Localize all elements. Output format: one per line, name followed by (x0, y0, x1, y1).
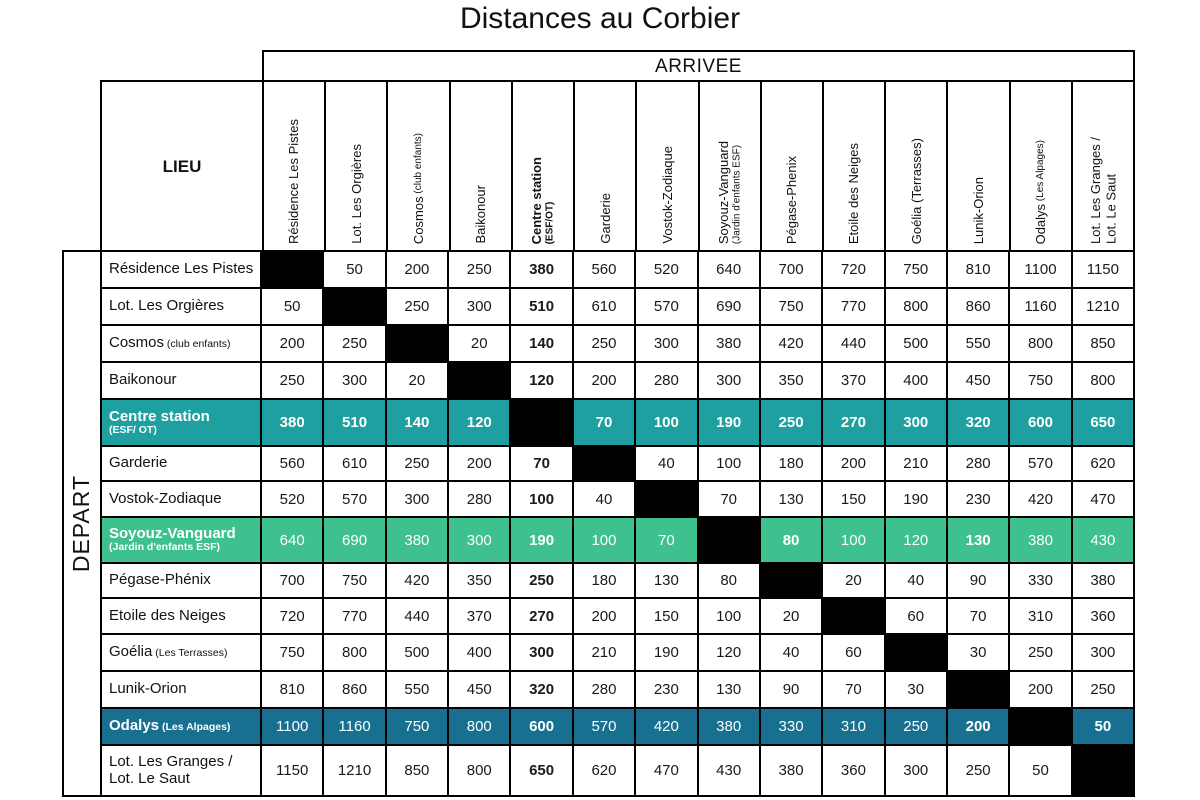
diagonal-cell (511, 400, 573, 447)
distance-cell: 470 (636, 746, 698, 795)
distance-cell: 70 (699, 482, 761, 518)
table-row (102, 326, 1133, 363)
distance-cell: 370 (823, 363, 885, 400)
distance-cell: 230 (948, 482, 1010, 518)
distance-cell: 430 (1073, 518, 1133, 564)
distance-cell: 20 (823, 564, 885, 599)
distance-cell: 200 (948, 709, 1010, 746)
table-row (102, 635, 1133, 672)
distance-cell: 770 (823, 289, 885, 326)
distance-cell: 360 (823, 746, 885, 795)
table-row (102, 252, 1133, 289)
column-header: Goélia (Terrasses) (886, 82, 948, 251)
distance-cell: 1100 (262, 709, 324, 746)
distance-cell: 850 (387, 746, 449, 795)
column-header: Vostok-Zodiaque (637, 82, 699, 251)
distance-cell: 270 (511, 599, 573, 635)
distance-cell: 560 (262, 447, 324, 482)
distance-cell: 370 (449, 599, 511, 635)
distance-cell: 750 (387, 709, 449, 746)
distance-cell: 250 (324, 326, 386, 363)
distance-cell: 380 (761, 746, 823, 795)
distance-cell: 1160 (324, 709, 386, 746)
distance-cell: 640 (699, 252, 761, 289)
lieu-header: LIEU (100, 80, 262, 251)
distance-cell: 720 (262, 599, 324, 635)
distance-cell: 550 (387, 672, 449, 709)
distance-cell: 130 (761, 482, 823, 518)
distance-cell: 380 (699, 326, 761, 363)
distance-cell: 380 (1073, 564, 1133, 599)
distance-cell: 560 (574, 252, 636, 289)
distance-cell: 70 (511, 447, 573, 482)
distance-cell: 300 (886, 746, 948, 795)
distance-cell: 570 (574, 709, 636, 746)
distance-cell: 90 (948, 564, 1010, 599)
distance-cell: 250 (449, 252, 511, 289)
distance-cell: 300 (449, 518, 511, 564)
distance-cell: 140 (511, 326, 573, 363)
distance-cell: 440 (823, 326, 885, 363)
distance-cell: 800 (449, 709, 511, 746)
distance-cell: 800 (886, 289, 948, 326)
distance-cell: 350 (761, 363, 823, 400)
distance-cell: 100 (511, 482, 573, 518)
distance-cell: 130 (699, 672, 761, 709)
distance-cell: 720 (823, 252, 885, 289)
distance-cell: 60 (823, 635, 885, 672)
diagonal-cell (823, 599, 885, 635)
distance-cell: 80 (699, 564, 761, 599)
column-header: Etoile des Neiges (824, 82, 886, 251)
distance-cell: 550 (948, 326, 1010, 363)
distance-cell: 250 (511, 564, 573, 599)
distance-cell: 100 (699, 447, 761, 482)
row-header: Soyouz-Vanguard (Jardin d'enfants ESF) (102, 518, 262, 564)
distance-cell: 190 (511, 518, 573, 564)
distance-cell: 90 (761, 672, 823, 709)
table-row (102, 518, 1133, 564)
distance-cell: 750 (262, 635, 324, 672)
distance-cell: 400 (886, 363, 948, 400)
distance-cell: 100 (636, 400, 698, 447)
distance-cell: 210 (574, 635, 636, 672)
distance-cell: 430 (699, 746, 761, 795)
distance-cell: 770 (324, 599, 386, 635)
distance-cell: 570 (1010, 447, 1072, 482)
depart-label: DEPART (68, 474, 95, 573)
row-header: Odalys (Les Alpages) (102, 709, 262, 746)
distance-cell: 20 (449, 326, 511, 363)
column-header: Cosmos (club enfants) (388, 82, 450, 251)
distance-cell: 810 (948, 252, 1010, 289)
column-header: Résidence Les Pistes (264, 82, 326, 251)
distance-cell: 100 (574, 518, 636, 564)
table-row (102, 564, 1133, 599)
row-header: Lunik-Orion (102, 672, 262, 709)
distance-grid (100, 250, 1135, 797)
page-title: Distances au Corbier (459, 2, 741, 35)
table-row (102, 482, 1133, 518)
distance-cell: 50 (324, 252, 386, 289)
distance-cell: 650 (511, 746, 573, 795)
distance-cell: 440 (387, 599, 449, 635)
distance-cell: 520 (262, 482, 324, 518)
diagonal-cell (761, 564, 823, 599)
distance-cell: 640 (262, 518, 324, 564)
column-header: Lunik-Orion (948, 82, 1010, 251)
distance-cell: 250 (1010, 635, 1072, 672)
distance-cell: 800 (1010, 326, 1072, 363)
distance-cell: 280 (449, 482, 511, 518)
distance-cell: 70 (574, 400, 636, 447)
distance-cell: 40 (574, 482, 636, 518)
distance-cell: 30 (948, 635, 1010, 672)
diagonal-cell (262, 252, 324, 289)
distance-cell: 250 (387, 447, 449, 482)
distance-cell: 210 (886, 447, 948, 482)
table-row (102, 599, 1133, 635)
distance-cell: 200 (387, 252, 449, 289)
distance-cell: 120 (511, 363, 573, 400)
distance-cell: 420 (636, 709, 698, 746)
distance-cell: 850 (1073, 326, 1133, 363)
distance-cell: 310 (1010, 599, 1072, 635)
distance-cell: 420 (761, 326, 823, 363)
table-row (102, 447, 1133, 482)
column-header: Baikonour (451, 82, 513, 251)
distance-cell: 700 (761, 252, 823, 289)
table-row (102, 363, 1133, 400)
distance-cell: 320 (948, 400, 1010, 447)
row-header: Garderie (102, 447, 262, 482)
column-header: Lot. Les Orgières (326, 82, 388, 251)
distance-cell: 1160 (1010, 289, 1072, 326)
diagonal-cell (387, 326, 449, 363)
column-header: Odalys (Les Alpages) (1011, 82, 1073, 251)
diagonal-cell (636, 482, 698, 518)
distance-cell: 600 (1010, 400, 1072, 447)
distance-cell: 270 (823, 400, 885, 447)
distance-cell: 40 (761, 635, 823, 672)
distance-cell: 350 (449, 564, 511, 599)
distance-cell: 750 (761, 289, 823, 326)
distance-cell: 80 (761, 518, 823, 564)
distance-cell: 570 (324, 482, 386, 518)
distance-cell: 250 (262, 363, 324, 400)
distance-cell: 300 (511, 635, 573, 672)
distance-cell: 800 (1073, 363, 1133, 400)
distance-cell: 380 (387, 518, 449, 564)
diagonal-cell (1010, 709, 1072, 746)
distance-cell: 300 (636, 326, 698, 363)
column-header: Garderie (575, 82, 637, 251)
distance-cell: 400 (449, 635, 511, 672)
column-header: Pégase-Phenix (762, 82, 824, 251)
distance-cell: 470 (1073, 482, 1133, 518)
row-header: Etoile des Neiges (102, 599, 262, 635)
distance-cell: 20 (761, 599, 823, 635)
distance-cell: 380 (511, 252, 573, 289)
distance-cell: 130 (636, 564, 698, 599)
distance-cell: 50 (1010, 746, 1072, 795)
distance-cell: 1210 (1073, 289, 1133, 326)
distance-cell: 380 (262, 400, 324, 447)
distance-cell: 120 (449, 400, 511, 447)
distance-cell: 200 (823, 447, 885, 482)
distance-cell: 300 (324, 363, 386, 400)
distance-cell: 690 (699, 289, 761, 326)
row-header: Centre station (ESF/ OT) (102, 400, 262, 447)
distance-cell: 700 (262, 564, 324, 599)
distance-cell: 280 (636, 363, 698, 400)
table-row (102, 289, 1133, 326)
distance-cell: 320 (511, 672, 573, 709)
diagonal-cell (1073, 746, 1133, 795)
distance-cell: 600 (511, 709, 573, 746)
distance-cell: 750 (886, 252, 948, 289)
distance-cell: 1210 (324, 746, 386, 795)
distance-cell: 120 (699, 635, 761, 672)
distance-cell: 510 (324, 400, 386, 447)
distance-cell: 420 (387, 564, 449, 599)
distance-cell: 860 (948, 289, 1010, 326)
distance-cell: 250 (1073, 672, 1133, 709)
distance-cell: 650 (1073, 400, 1133, 447)
column-headers (262, 80, 1135, 251)
distance-cell: 70 (948, 599, 1010, 635)
distance-cell: 190 (699, 400, 761, 447)
distance-cell: 380 (1010, 518, 1072, 564)
distance-cell: 330 (1010, 564, 1072, 599)
distance-cell: 190 (886, 482, 948, 518)
distance-cell: 70 (636, 518, 698, 564)
distance-cell: 1150 (1073, 252, 1133, 289)
distance-cell: 200 (574, 599, 636, 635)
distance-cell: 130 (948, 518, 1010, 564)
distance-cell: 100 (823, 518, 885, 564)
table-row (102, 746, 1133, 795)
distance-cell: 250 (387, 289, 449, 326)
distance-cell: 300 (387, 482, 449, 518)
distance-cell: 1100 (1010, 252, 1072, 289)
arrivee-header: ARRIVEE (262, 50, 1135, 81)
distance-cell: 360 (1073, 599, 1133, 635)
distance-cell: 40 (886, 564, 948, 599)
distance-cell: 50 (262, 289, 324, 326)
distance-cell: 800 (324, 635, 386, 672)
row-header: Goélia (Les Terrasses) (102, 635, 262, 672)
distance-cell: 230 (636, 672, 698, 709)
distance-cell: 300 (1073, 635, 1133, 672)
diagonal-cell (886, 635, 948, 672)
column-header: Soyouz-Vanguard (Jardin d'enfants ESF) (700, 82, 762, 251)
distance-cell: 500 (387, 635, 449, 672)
distance-cell: 140 (387, 400, 449, 447)
distance-cell: 250 (948, 746, 1010, 795)
distance-cell: 620 (1073, 447, 1133, 482)
distance-cell: 860 (324, 672, 386, 709)
distance-cell: 280 (948, 447, 1010, 482)
row-header: Vostok-Zodiaque (102, 482, 262, 518)
distance-cell: 800 (449, 746, 511, 795)
distance-cell: 60 (886, 599, 948, 635)
distance-cell: 250 (886, 709, 948, 746)
row-header: Lot. Les Orgières (102, 289, 262, 326)
row-header: Baikonour (102, 363, 262, 400)
distance-cell: 250 (574, 326, 636, 363)
distance-cell: 40 (636, 447, 698, 482)
distance-cell: 180 (574, 564, 636, 599)
distance-cell: 610 (324, 447, 386, 482)
distance-cell: 620 (574, 746, 636, 795)
distance-cell: 100 (699, 599, 761, 635)
distance-cell: 200 (574, 363, 636, 400)
distance-cell: 200 (1010, 672, 1072, 709)
diagonal-cell (948, 672, 1010, 709)
distance-cell: 380 (699, 709, 761, 746)
distance-cell: 610 (574, 289, 636, 326)
distance-cell: 690 (324, 518, 386, 564)
table-row (102, 709, 1133, 746)
distance-cell: 300 (886, 400, 948, 447)
column-header: Lot. Les Granges / Lot. Le Saut (1087, 137, 1118, 244)
distance-cell: 1150 (262, 746, 324, 795)
distance-cell: 200 (449, 447, 511, 482)
diagonal-cell (449, 363, 511, 400)
distance-cell: 280 (574, 672, 636, 709)
distance-cell: 750 (324, 564, 386, 599)
distance-cell: 420 (1010, 482, 1072, 518)
distance-cell: 330 (761, 709, 823, 746)
row-header: Résidence Les Pistes (102, 252, 262, 289)
distance-cell: 510 (511, 289, 573, 326)
distance-cell: 310 (823, 709, 885, 746)
distance-cell: 500 (886, 326, 948, 363)
distance-cell: 810 (262, 672, 324, 709)
distance-cell: 150 (636, 599, 698, 635)
distance-cell: 70 (823, 672, 885, 709)
distance-cell: 520 (636, 252, 698, 289)
distance-cell: 450 (449, 672, 511, 709)
diagonal-cell (324, 289, 386, 326)
distance-cell: 120 (886, 518, 948, 564)
distance-cell: 750 (1010, 363, 1072, 400)
distance-cell: 30 (886, 672, 948, 709)
distance-cell: 150 (823, 482, 885, 518)
row-header: Cosmos (club enfants) (102, 326, 262, 363)
depart-header (62, 250, 100, 797)
row-header: Lot. Les Granges / Lot. Le Saut (102, 746, 262, 795)
distance-cell: 570 (636, 289, 698, 326)
distance-cell: 250 (761, 400, 823, 447)
distance-cell: 50 (1073, 709, 1133, 746)
distance-cell: 190 (636, 635, 698, 672)
distance-cell: 20 (387, 363, 449, 400)
table-row (102, 400, 1133, 447)
distance-cell: 300 (699, 363, 761, 400)
diagonal-cell (574, 447, 636, 482)
row-header: Pégase-Phénix (102, 564, 262, 599)
table-row (102, 672, 1133, 709)
column-header: Centre station (ESF/OT) (513, 82, 575, 251)
distance-cell: 300 (449, 289, 511, 326)
diagonal-cell (699, 518, 761, 564)
distance-cell: 200 (262, 326, 324, 363)
distance-cell: 180 (761, 447, 823, 482)
distance-cell: 450 (948, 363, 1010, 400)
